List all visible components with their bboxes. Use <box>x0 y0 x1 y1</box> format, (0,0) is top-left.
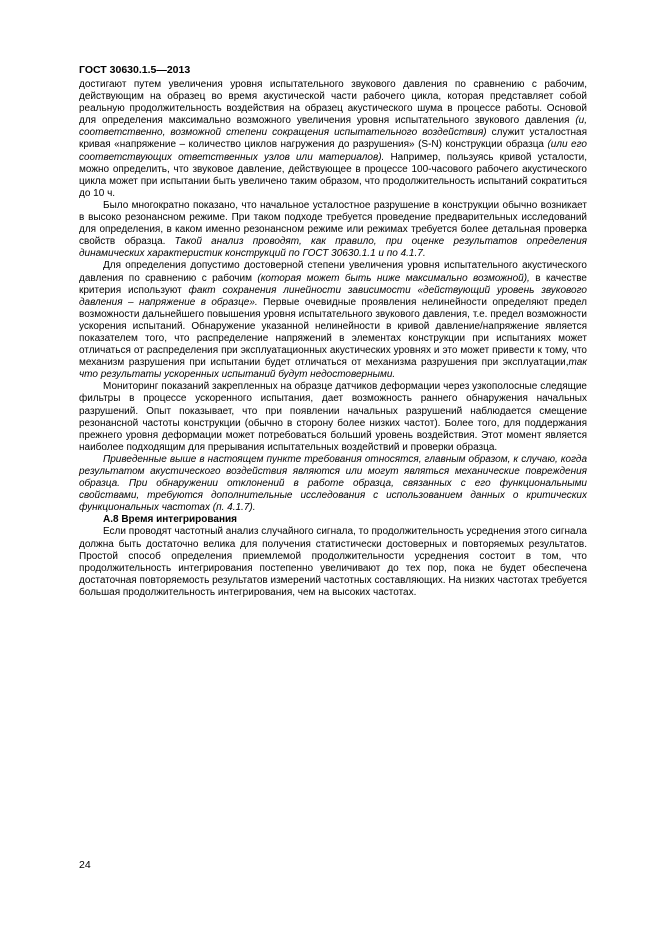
paragraph-text: в качестве критерия используют <box>79 272 587 296</box>
paragraph-text: Первые очевидные проявления нелинейности определяют предел возможности дальнейшего повышения уровня испытательного звукового давления, т.е. предел возможности ускорения испытаний. Обнаружение указанной нелинейности в кривой давление/напряжение является показателем того, что распределение напряжений в элементах конструкции при испытаниях может отличаться от распределения при эксплуатационных акустических уровнях и это может привести к тому, что механизм разрушения при испытании будет отличаться от механизма разрушения при эксплуатации, <box>79 296 588 369</box>
page-number: 24 <box>79 859 91 871</box>
paragraph-text: Например, пользуясь кривой усталости, можно определить, что звуковое давление, действующее в процессе 100-часового рабочего акустического цикла может при испытании быть увеличено таким образом, что продолжительность испытаний сократиться до 10 ч. <box>79 151 587 199</box>
italic-text: (и, соответственно, возможной степени сокращения испытательного воздействия) <box>79 115 587 139</box>
italic-text: Приведенные выше в настоящем пункте требования относятся, главным образом, к случаю, когда результатом акустического воздействия являются или могут являться механические повреждения образца. При обнаружении отклонений в работе образца, связанных с его функциональными свойствами, требуются дополнительные исследования с использованием данных о критических функциональных частотах (п. 4.1.7). <box>79 453 587 514</box>
document-body <box>79 79 587 599</box>
paragraph-text: служит усталостная кривая «напряжение – количество циклов нагружения до разрушения» (S-N) конструкции образца <box>79 127 587 151</box>
italic-text: (или его соответствующих ответственных узлов или материалов). <box>79 139 587 163</box>
paragraph-text: Для определения допустимо достоверной степени увеличения уровня испытательного акустического давления по сравнению с рабочим <box>79 260 587 284</box>
page-header: ГОСТ 30630.1.5—2013 <box>79 64 191 76</box>
paragraph-monitoring <box>79 381 587 454</box>
paragraph-text: достигают путем увеличения уровня испытательного звукового давления по сравнению с рабочим, действующим на образец во время акустической части рабочего цикла, которая представляет собой реальную продолжительность воздействия на образец акустического шума в процессе работы. Основой для определения максимально возможного увеличения уровня испытательного звукового давления <box>79 79 587 127</box>
section-heading: А.8 Время интегрирования <box>103 514 237 526</box>
italic-text: факт сохранения линейности зависимости «действующий уровень звукового давления – напряжение в образце». <box>79 284 587 308</box>
italic-text: так что результаты ускоренных испытаний будут недостоверными. <box>79 357 587 381</box>
paragraph-resonance <box>79 200 587 260</box>
paragraph-note <box>79 454 587 514</box>
paragraph-text: Было многократно показано, что начальное усталостное разрушение в конструкции обычно возникает в высоко резонансном режиме. При таком подходе требуется проведение предварительных исследований для определения, в каком именно резонансном режиме или режимах требуется более детальная проверка свойств образца. <box>79 199 587 248</box>
paragraph-fatigue-curve <box>79 79 587 200</box>
paragraph-linearity-criterion <box>79 260 587 381</box>
paragraph-text: Если проводят частотный анализ случайного сигнала, то продолжительность усреднения этого сигнала должна быть достаточно велика для получения статистически достоверных и повторяемых результатов. Простой способ определения приемлемой продолжительности усреднения состоит в том, что продолжительность интегрирования постепенно увеличивают до тех пор, пока не будет обеспечена достаточная повторяемость результатов измерений частотных составляющих. На низких частотах требуется большая продолжительность интегрирования, чем на высоких частотах. <box>79 526 587 598</box>
paragraph-integration-time <box>79 526 587 599</box>
italic-text: Такой анализ проводят, как правило, при оценке результатов определения динамических характеристик конструкций по ГОСТ 30630.1.1 и по 4.1.7. <box>79 236 588 260</box>
italic-text: (которая может быть ниже максимально возможной), <box>257 272 530 284</box>
paragraph-text: Мониторинг показаний закрепленных на образце датчиков деформации через узкополосные следящие фильтры в процессе ускоренного испытания, дает возможность раннего обнаружения начальных разрушений. Опыт показывает, что при появлении начальных разрушений наблюдается смещение резонансной частоты конструкции (обычно в сторону более низких частот). Более того, для поддержания прежнего уровня деформации может потребоваться больший уровень воздействия. Этот момент является наиболее подходящим для прерывания испытательных воздействий и проверки образца. <box>79 381 587 453</box>
